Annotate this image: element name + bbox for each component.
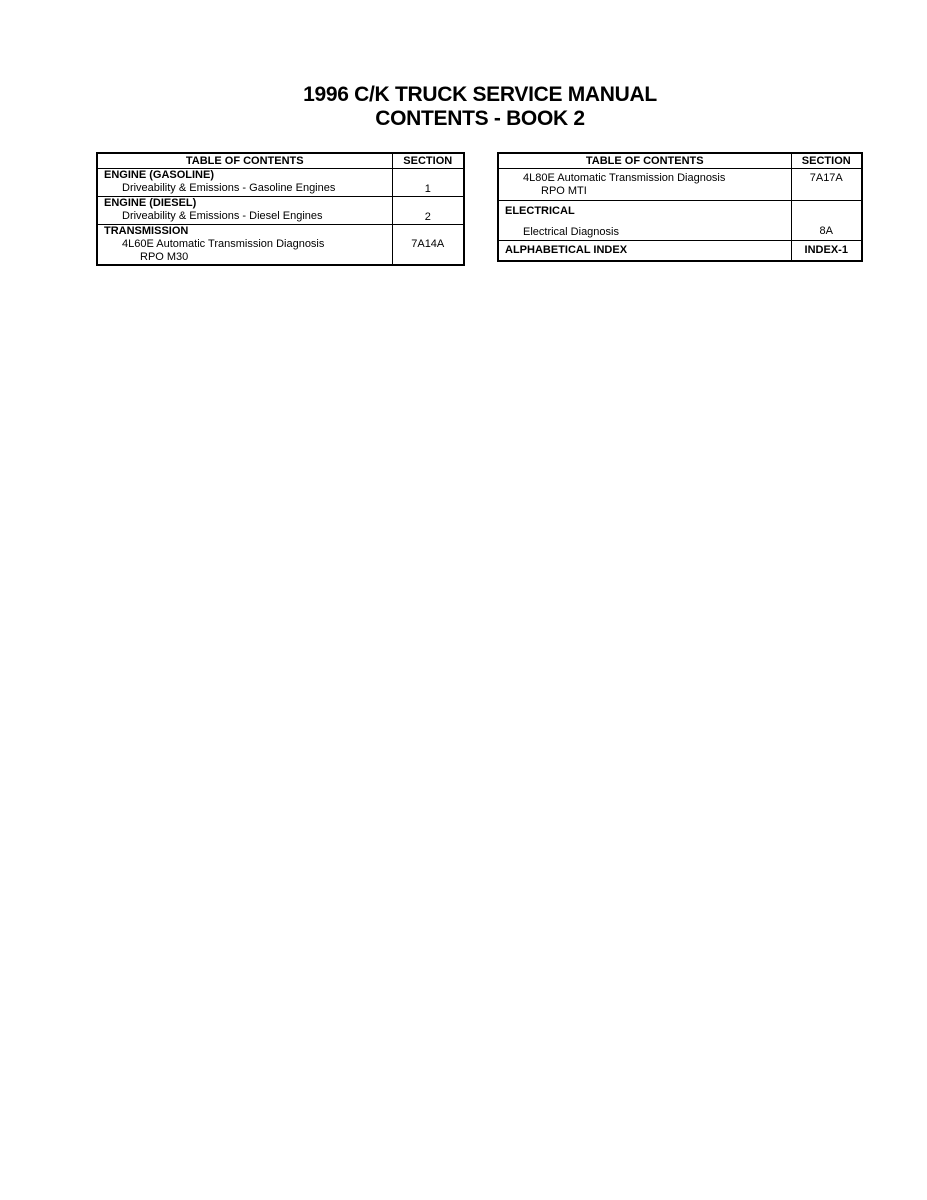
toc-entry[interactable]: Driveability & Emissions - Gasoline Engines: [122, 182, 336, 194]
toc-cell-contents: [97, 225, 392, 266]
toc-entry-rpo: RPO MTI: [541, 185, 587, 197]
page-title: [0, 83, 927, 131]
toc-section-number[interactable]: 7A14A: [411, 238, 445, 250]
toc-cell-section: [392, 197, 464, 225]
toc-header-row: [498, 153, 862, 169]
toc-heading-engine-gasoline: ENGINE (GASOLINE): [104, 169, 215, 181]
toc-row: [97, 225, 464, 266]
manual-title: 1996 C/K TRUCK SERVICE MANUAL: [303, 83, 657, 106]
toc-cell-section: [791, 241, 862, 261]
toc-cell-contents: [97, 169, 392, 197]
toc-row: [498, 241, 862, 261]
book-title: CONTENTS - BOOK 2: [375, 107, 585, 130]
toc-cell-contents: [498, 201, 791, 241]
toc-section-number[interactable]: INDEX-1: [804, 243, 848, 256]
toc-cell-contents: [498, 241, 791, 261]
toc-row: [97, 169, 464, 197]
toc-table-left: [96, 152, 465, 266]
toc-section-number[interactable]: 2: [424, 211, 431, 223]
toc-entry[interactable]: Driveability & Emissions - Diesel Engines: [122, 210, 323, 222]
toc-section-header: SECTION: [791, 153, 862, 169]
toc-entry[interactable]: Electrical Diagnosis: [523, 226, 619, 238]
toc-section-number[interactable]: 8A: [819, 225, 833, 237]
toc-cell-section: [392, 169, 464, 197]
toc-table-right: [497, 152, 863, 262]
toc-cell-section: [791, 201, 862, 241]
toc-row: [498, 169, 862, 201]
toc-header-row: [97, 153, 464, 169]
toc-entry-rpo: RPO M30: [140, 251, 189, 263]
toc-contents-header: TABLE OF CONTENTS: [97, 153, 392, 169]
toc-cell-section: [791, 169, 862, 201]
toc-cell-section: [392, 225, 464, 266]
toc-row: [97, 197, 464, 225]
toc-section-header: SECTION: [392, 153, 464, 169]
toc-cell-contents: [498, 169, 791, 201]
toc-entry[interactable]: 4L60E Automatic Transmission Diagnosis: [122, 238, 325, 250]
toc-heading-electrical: ELECTRICAL: [505, 205, 575, 217]
toc-heading-alphabetical-index[interactable]: ALPHABETICAL INDEX: [505, 243, 628, 256]
toc-section-number[interactable]: 7A17A: [809, 172, 843, 184]
toc-section-number[interactable]: 1: [424, 183, 431, 195]
toc-heading-engine-diesel: ENGINE (DIESEL): [104, 197, 197, 209]
toc-row: [498, 201, 862, 241]
toc-entry[interactable]: 4L80E Automatic Transmission Diagnosis: [523, 172, 726, 184]
toc-heading-transmission: TRANSMISSION: [104, 225, 189, 237]
toc-contents-header: TABLE OF CONTENTS: [498, 153, 791, 169]
toc-cell-contents: [97, 197, 392, 225]
